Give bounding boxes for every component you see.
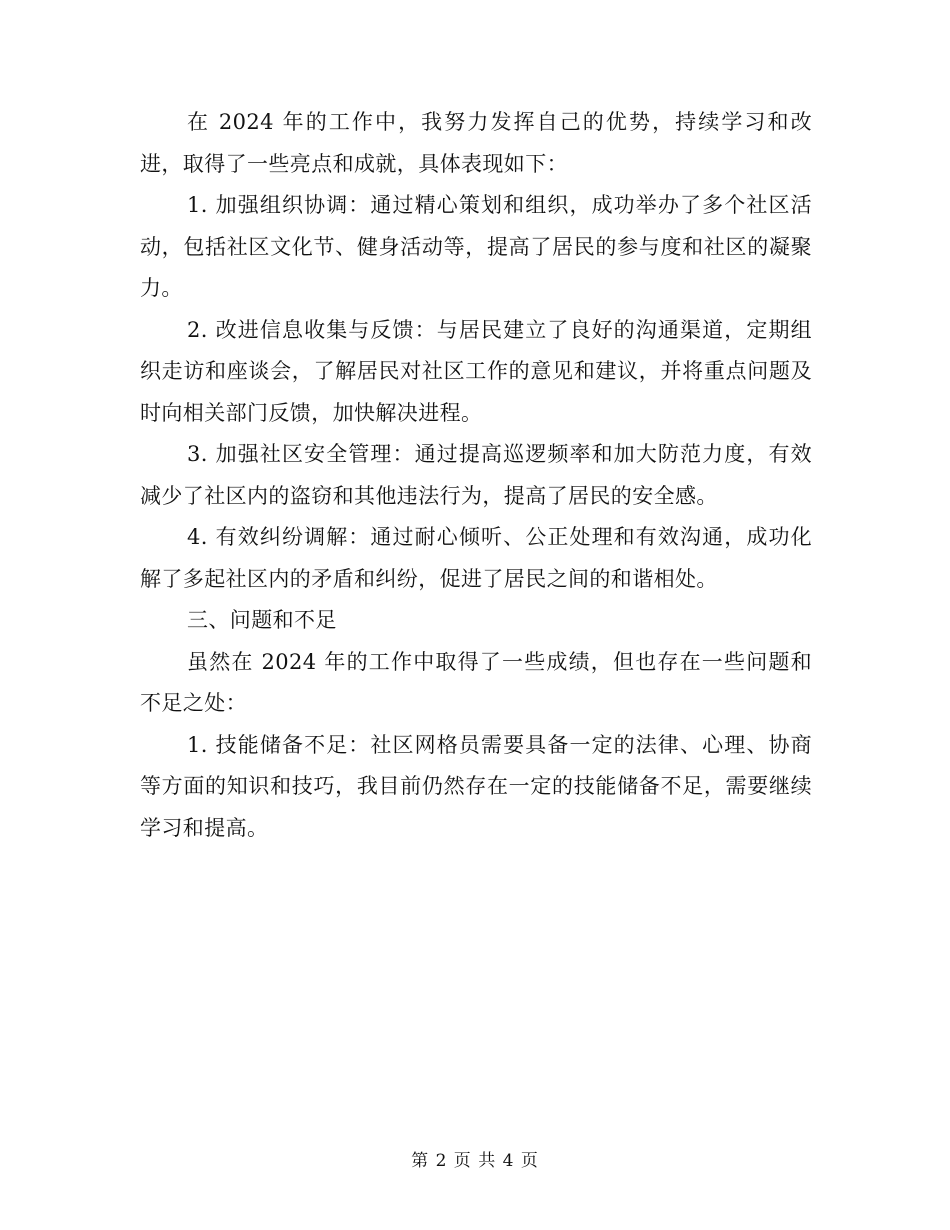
section-heading: 三、问题和不足 (187, 608, 337, 632)
paragraph-item-4: 4. 有效纠纷调解：通过耐心倾听、公正处理和有效沟通，成功化解了多起社区内的矛盾和纠纷，促进了居民之间的和谐相处。 (140, 525, 812, 591)
page-number-footer: 第 2 页 共 4 页 (411, 1151, 539, 1171)
paragraph-item-3: 3. 加强社区安全管理：通过提高巡逻频率和加大防范力度，有效减少了社区内的盗窃和其他违法行为，提高了居民的安全感。 (140, 442, 812, 508)
paragraph-item-1: 1. 加强组织协调：通过精心策划和组织，成功举办了多个社区活动，包括社区文化节、健身活动等，提高了居民的参与度和社区的凝聚力。 (140, 193, 812, 300)
paragraph-problem-1: 1. 技能储备不足：社区网格员需要具备一定的法律、心理、协商等方面的知识和技巧，我目前仍然存在一定的技能储备不足，需要继续学习和提高。 (140, 732, 812, 840)
paragraph-problems-intro: 虽然在 2024 年的工作中取得了一些成绩，但也存在一些问题和不足之处： (140, 649, 812, 715)
paragraph-item-2: 2. 改进信息收集与反馈：与居民建立了良好的沟通渠道，定期组织走访和座谈会，了解居民对社区工作的意见和建议，并将重点问题及时向相关部门反馈，加快解决进程。 (140, 317, 812, 425)
paragraph-intro: 在 2024 年的工作中，我努力发挥自己的优势，持续学习和改进，取得了一些亮点和成就，具体表现如下： (140, 110, 812, 176)
document-body (140, 102, 812, 849)
